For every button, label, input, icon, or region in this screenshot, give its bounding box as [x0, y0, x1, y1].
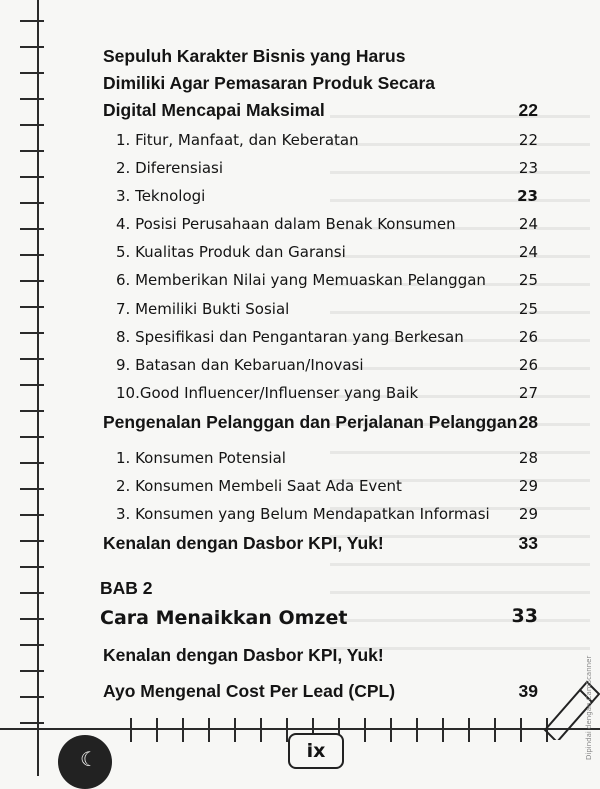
bottom-tick: [260, 718, 262, 742]
bottom-tick: [468, 718, 470, 742]
toc-heading-line: Digital Mencapai Maksimal: [103, 100, 325, 120]
page-number: ix: [288, 733, 344, 769]
margin-tick: [20, 72, 44, 74]
margin-tick: [20, 540, 44, 542]
toc-page-number: 33: [511, 605, 538, 627]
toc-heading-line: Ayo Mengenal Cost Per Lead (CPL): [103, 681, 396, 701]
scanner-watermark: Dipindai dengan CamScanner: [585, 655, 593, 760]
toc-title: 5. Kualitas Produk dan Garansi: [116, 243, 346, 261]
margin-tick: [20, 280, 44, 282]
toc-page-number: 22: [518, 131, 538, 149]
toc-page-number: 22: [518, 100, 538, 120]
toc-title: 1. Fitur, Manfaat, dan Keberatan: [116, 131, 359, 149]
margin-tick: [20, 98, 44, 100]
margin-tick: [20, 306, 44, 308]
toc-title: 2. Konsumen Membeli Saat Ada Event: [116, 477, 402, 495]
toc-heading-line: Kenalan dengan Dasbor KPI, Yuk!: [103, 533, 384, 553]
toc-heading-line: Dimiliki Agar Pemasaran Produk Secara: [103, 73, 436, 93]
bottom-tick: [364, 718, 366, 742]
toc-page-number: 26: [518, 328, 538, 346]
toc-heading-line: Pengenalan Pelanggan dan Perjalanan Pelanggan: [103, 412, 518, 432]
bottom-tick: [156, 718, 158, 742]
toc-heading-line: Sepuluh Karakter Bisnis yang Harus: [103, 46, 406, 66]
bottom-tick: [182, 718, 184, 742]
toc-title: 7. Memiliki Bukti Sosial: [116, 300, 290, 318]
margin-tick: [20, 618, 44, 620]
toc-title: 3. Konsumen yang Belum Mendapatkan Informasi: [116, 505, 490, 523]
notebook-bottom-line: [0, 728, 600, 730]
bottom-tick: [390, 718, 392, 742]
margin-tick: [20, 566, 44, 568]
margin-tick: [20, 228, 44, 230]
margin-tick: [20, 410, 44, 412]
margin-tick: [20, 670, 44, 672]
bottom-tick: [442, 718, 444, 742]
toc-page-number: 24: [518, 243, 538, 261]
bottom-tick: [416, 718, 418, 742]
bottom-tick: [130, 718, 132, 742]
crescent-icon: ☾: [80, 747, 98, 771]
margin-tick: [20, 332, 44, 334]
notebook-margin-line: [37, 0, 39, 776]
bottom-tick: [208, 718, 210, 742]
margin-tick: [20, 124, 44, 126]
toc-title: 8. Spesifikasi dan Pengantaran yang Berkesan: [116, 328, 464, 346]
margin-tick: [20, 644, 44, 646]
toc-page-number: 23: [517, 187, 538, 205]
bottom-tick: [234, 718, 236, 742]
margin-tick: [20, 46, 44, 48]
margin-tick: [20, 462, 44, 464]
margin-tick: [20, 176, 44, 178]
margin-tick: [20, 696, 44, 698]
bleed-through-text: [330, 95, 590, 655]
moon-badge: [58, 735, 112, 789]
toc-page-number: 29: [518, 505, 538, 523]
toc-page-number: 33: [518, 533, 538, 553]
chapter-label-text: BAB 2: [100, 578, 153, 598]
toc-page-number: 25: [518, 271, 538, 289]
toc-title: 3. Teknologi: [116, 187, 206, 205]
margin-tick: [20, 358, 44, 360]
toc-title: 4. Posisi Perusahaan dalam Benak Konsumen: [116, 215, 456, 233]
margin-tick: [20, 592, 44, 594]
margin-tick: [20, 254, 44, 256]
toc-title: 6. Memberikan Nilai yang Memuaskan Pelanggan: [116, 271, 486, 289]
toc-page-number: 26: [518, 356, 538, 374]
toc-title: 10.Good Influencer/Influenser yang Baik: [116, 384, 419, 402]
margin-tick: [20, 722, 44, 724]
margin-tick: [20, 436, 44, 438]
toc-page-number: 23: [518, 159, 538, 177]
margin-tick: [20, 202, 44, 204]
toc-page-number: 28: [518, 449, 538, 467]
toc-page-number: 39: [518, 681, 538, 701]
margin-tick: [20, 514, 44, 516]
toc-page-number: 27: [518, 384, 538, 402]
margin-tick: [20, 384, 44, 386]
toc-title: 1. Konsumen Potensial: [116, 449, 286, 467]
margin-tick: [20, 488, 44, 490]
toc-page-number: 28: [518, 412, 538, 432]
toc-title: 9. Batasan dan Kebaruan/Inovasi: [116, 356, 364, 374]
toc-title: 2. Diferensiasi: [116, 159, 224, 177]
margin-tick: [20, 150, 44, 152]
toc-title: Cara Menaikkan Omzet: [100, 607, 348, 629]
toc-page-number: 29: [518, 477, 538, 495]
toc-heading-line: Kenalan dengan Dasbor KPI, Yuk!: [103, 645, 384, 665]
bottom-tick: [520, 718, 522, 742]
toc-page-number: 24: [518, 215, 538, 233]
toc-page-number: 25: [518, 300, 538, 318]
bottom-tick: [494, 718, 496, 742]
